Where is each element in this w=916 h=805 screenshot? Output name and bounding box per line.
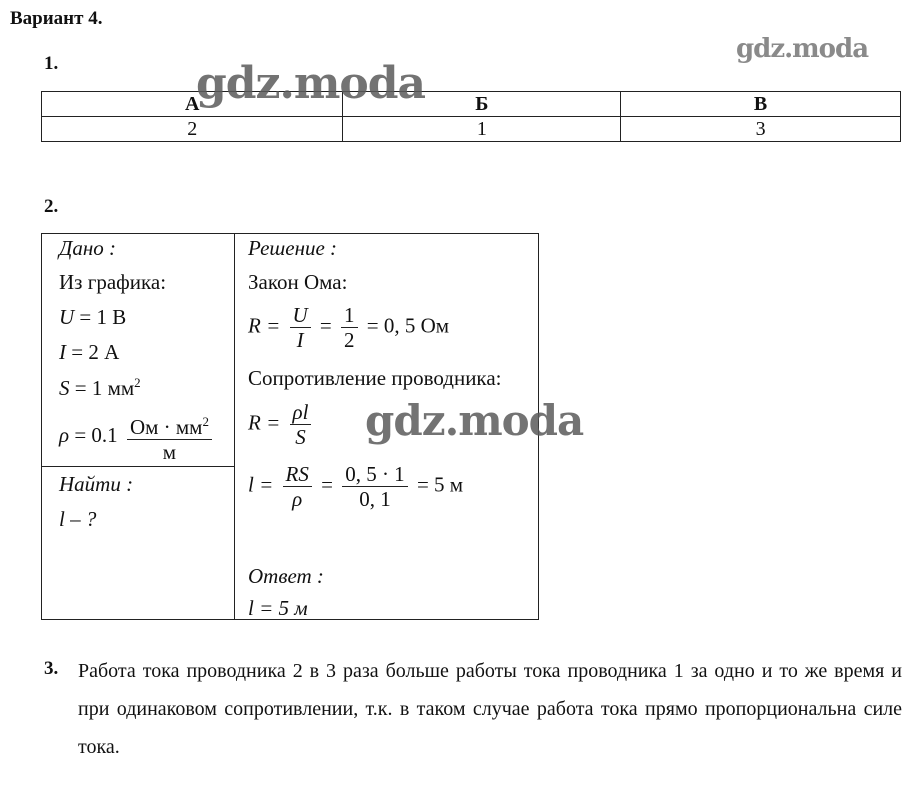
voltage-value: = 1 В (79, 305, 127, 329)
ohm-numerator-value: 1 (341, 303, 358, 328)
answer-label: Ответ : (248, 564, 324, 588)
area-value: = 1 мм (74, 376, 135, 400)
current-value: = 2 А (71, 340, 120, 364)
resistance-text: Сопротивление проводника: (248, 366, 502, 390)
given-voltage (59, 305, 126, 330)
voltage-symbol: U (59, 305, 75, 329)
answer-value: l = 5 м (248, 596, 308, 620)
ohm-law-formula (248, 303, 449, 352)
ohm-denominator-value: 2 (344, 328, 355, 352)
length-numerator-value: 0, 5 · 1 (342, 462, 408, 487)
given-label: Дано : (59, 236, 117, 260)
resistivity-symbol: ρ (59, 422, 70, 447)
given-resistivity (59, 410, 216, 464)
length-denominator-value: 0, 1 (359, 487, 391, 511)
length-fraction (283, 462, 312, 511)
task3-text: Работа тока проводника 2 в 3 раза больше работы тока проводника 1 за одно и то же время и при одинаковом сопротивлении, т.к. в таком случае работа тока прямо пропорциональна силе тока. (78, 660, 902, 758)
task1-table (41, 91, 901, 142)
ohm-result: = 0, 5 Ом (366, 313, 450, 338)
table-header-row (42, 92, 901, 117)
solution-label: Решение : (248, 236, 338, 260)
column-divider (234, 234, 235, 619)
value-cell-a: 2 (42, 117, 343, 142)
task3-number: 3. (44, 658, 59, 679)
watermark-center-top: gdz.moda (196, 58, 426, 109)
resistivity-unit-fraction (127, 410, 212, 464)
task2-number: 2. (44, 196, 59, 217)
length-equals: = (321, 472, 333, 497)
value-cell-b: 1 (343, 117, 621, 142)
table-row (42, 117, 901, 142)
length-numerator: RS (283, 462, 312, 487)
given-current (59, 340, 119, 365)
length-formula (248, 462, 463, 511)
resistivity-value: = 0.1 (74, 422, 118, 447)
page-title: Вариант 4. (10, 8, 103, 29)
find-value: l – ? (59, 507, 97, 531)
watermark-top-right: gdz.moda (736, 34, 869, 64)
ohm-numerator: U (290, 303, 311, 328)
resistance-fraction (290, 400, 312, 449)
ohm-denominator: I (296, 328, 304, 352)
given-find-divider (42, 466, 234, 467)
value-cell-v: 3 (621, 117, 901, 142)
area-exponent: 2 (134, 375, 141, 390)
resistance-lhs: R = (248, 410, 281, 435)
length-lhs: l = (248, 472, 274, 497)
ohm-fraction-values (341, 303, 358, 352)
area-symbol: S (59, 376, 70, 400)
given-area (59, 375, 141, 401)
length-fraction-values (342, 462, 408, 511)
find-label: Найти : (59, 472, 134, 496)
ohm-fraction (290, 303, 311, 352)
resistance-formula (248, 400, 315, 449)
from-graph-text: Из графика: (59, 270, 167, 294)
ohm-lhs: R = (248, 313, 281, 338)
resistivity-unit-top: Ом · мм (129, 415, 203, 439)
header-cell-a: А (42, 92, 343, 117)
length-result: = 5 м (416, 472, 464, 497)
ohm-law-text: Закон Ома: (248, 270, 348, 294)
watermark-center: gdz.moda (365, 396, 584, 445)
header-cell-b: Б (343, 92, 621, 117)
resistance-denominator: S (295, 425, 306, 449)
ohm-equals: = (319, 313, 332, 338)
resistivity-unit-bottom: м (162, 440, 177, 464)
header-cell-v: В (621, 92, 901, 117)
resistance-numerator: ρl (290, 400, 312, 425)
resistivity-unit-exponent: 2 (202, 414, 209, 429)
length-denominator: ρ (292, 487, 303, 511)
task1-number: 1. (44, 53, 59, 74)
current-symbol: I (59, 340, 66, 364)
